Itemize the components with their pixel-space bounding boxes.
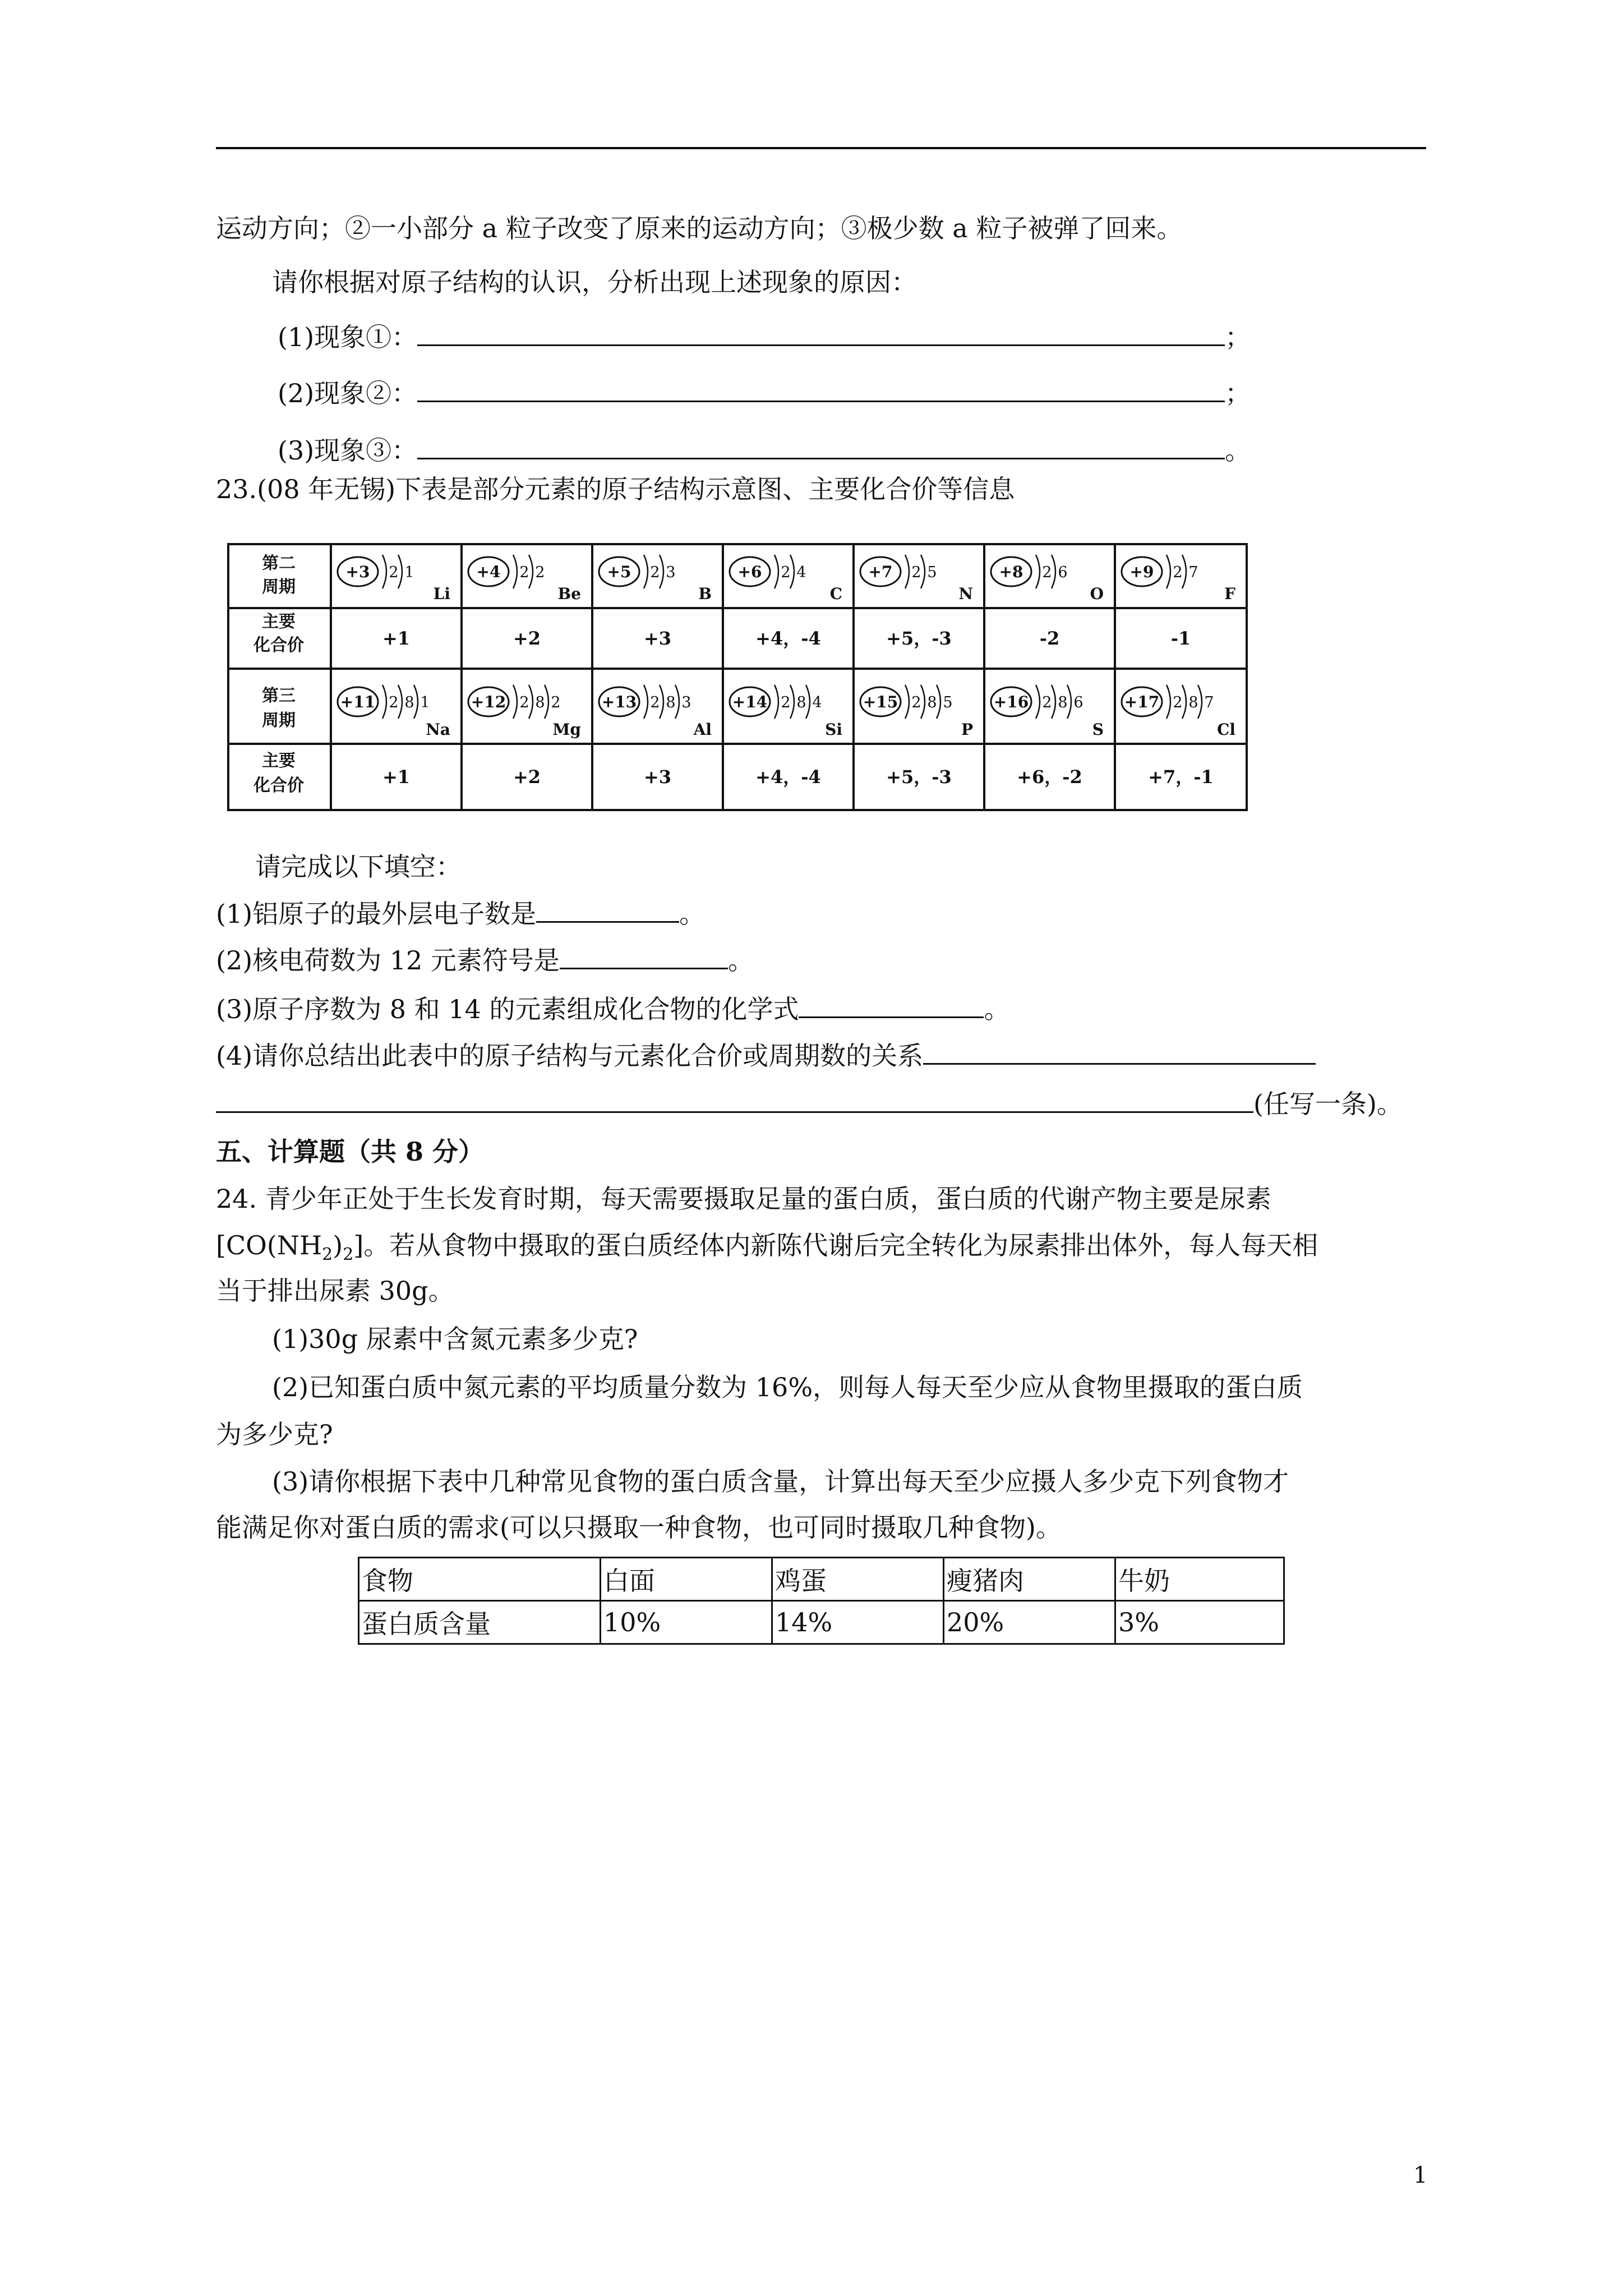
- sub-question-2-line-1: (2)已知蛋白质中氮元素的平均质量分数为 16%，则每人每天至少应从食物里摄取的蛋白质: [272, 1372, 1303, 1402]
- phenomenon-1: [278, 320, 1251, 354]
- shell-electron-count: 2: [389, 564, 399, 582]
- answer-blank[interactable]: [417, 376, 1225, 402]
- sub-question-3-line-2: 能满足你对蛋白质的需求(可以只摄取一种食物，也可同时摄取几种食物)。: [216, 1512, 1062, 1543]
- nuclear-charge: +13: [601, 692, 637, 711]
- fill-item-4-text: (4)请你总结出此表中的原子结构与元素化合价或周期数的关系: [216, 1041, 924, 1071]
- fill-item-4: [216, 1038, 1316, 1073]
- electron-shell-arc: [1182, 685, 1186, 719]
- question-24-line-2-text: ]。若从食物中摄取的蛋白质经体内新陈代谢后完全转化为尿素排出体外，每人每天相: [353, 1230, 1318, 1260]
- page-number: 1: [1413, 2162, 1428, 2188]
- electron-shell-arc: [1166, 555, 1170, 588]
- nuclear-charge: +6: [737, 563, 762, 582]
- shell-electron-count: 8: [666, 693, 676, 711]
- valence-value: +1: [382, 766, 411, 788]
- element-symbol: C: [829, 585, 842, 603]
- nuclear-charge: +12: [471, 692, 506, 711]
- fill-item-2: [216, 943, 754, 977]
- fill-item-4-continued: [216, 1087, 1403, 1121]
- valence-value: +2: [513, 766, 541, 788]
- electron-shell-arc: [806, 685, 810, 719]
- electron-shell-arc: [660, 685, 663, 719]
- element-symbol: Li: [433, 585, 450, 603]
- element-symbol: Al: [693, 720, 712, 739]
- table-cell: 14%: [772, 1601, 944, 1644]
- atom-diagram: [338, 685, 450, 739]
- nuclear-charge: +11: [340, 692, 376, 711]
- shell-electron-count: 6: [1073, 693, 1083, 711]
- answer-blank[interactable]: [799, 992, 984, 1018]
- answer-blank[interactable]: [536, 896, 679, 923]
- electron-shell-arc: [644, 685, 648, 719]
- shell-electron-count: 8: [1058, 693, 1068, 711]
- fill-item-3-text: (3)原子序数为 8 和 14 的元素组成化合物的化学式: [216, 994, 799, 1024]
- question-23-title: 23.(08 年无锡)下表是部分元素的原子结构示意图、主要化合价等信息: [216, 474, 1015, 504]
- element-structure-table: [227, 543, 1248, 811]
- shell-electron-count: 4: [796, 564, 806, 582]
- phenomenon-3-end: 。: [1225, 435, 1251, 466]
- element-symbol: Be: [557, 585, 581, 603]
- electron-shell-arc: [1166, 685, 1170, 719]
- nuclear-charge: +5: [607, 563, 631, 582]
- valence-value: +4，-4: [755, 766, 821, 788]
- shell-electron-count: 2: [781, 693, 791, 711]
- valence-value: -2: [1039, 628, 1060, 649]
- fill-item-1: [216, 896, 705, 931]
- electron-shell-arc: [529, 685, 533, 719]
- formula-subscript: 2: [343, 1245, 354, 1265]
- atom-diagram: [730, 555, 842, 603]
- urea-formula-start: [CO(NH: [216, 1230, 322, 1260]
- electron-shell-arc: [382, 685, 386, 719]
- valence-label-line1: 主要: [262, 751, 296, 771]
- item-end: 。: [984, 994, 1010, 1024]
- electron-shell-arc: [1036, 555, 1040, 588]
- valence-label-line2: 化合价: [253, 776, 304, 795]
- shell-electron-count: 2: [1173, 693, 1183, 711]
- electron-shell-arc: [1182, 555, 1186, 588]
- shell-electron-count: 2: [1042, 564, 1052, 582]
- shell-electron-count: 1: [404, 564, 414, 582]
- valence-value: +5，-3: [886, 628, 952, 649]
- shell-electron-count: 8: [535, 693, 545, 711]
- table-header-cell: 瘦猪肉: [944, 1558, 1115, 1601]
- electron-shell-arc: [513, 685, 517, 719]
- element-symbol: Na: [426, 720, 450, 739]
- element-symbol: N: [958, 585, 973, 603]
- nuclear-charge: +4: [476, 563, 501, 582]
- answer-blank[interactable]: [417, 433, 1225, 459]
- atom-diagram: [860, 555, 973, 603]
- atom-diagram: [1122, 685, 1235, 739]
- valence-label-line1: 主要: [262, 612, 296, 632]
- table-cell: 10%: [601, 1601, 772, 1644]
- phenomenon-2: [278, 376, 1251, 410]
- electron-shell-arc: [529, 555, 533, 588]
- nuclear-charge: +17: [1124, 692, 1160, 711]
- shell-electron-count: 8: [1188, 693, 1198, 711]
- electron-shell-arc: [1067, 685, 1071, 719]
- atom-diagram: [860, 685, 973, 739]
- valence-value: +4，-4: [755, 628, 821, 649]
- nuclear-charge: +7: [868, 563, 893, 582]
- answer-blank[interactable]: [923, 1038, 1316, 1065]
- valence-value: +6，-2: [1017, 766, 1082, 788]
- answer-blank[interactable]: [417, 320, 1225, 346]
- electron-shell-arc: [382, 555, 386, 588]
- shell-electron-count: 4: [812, 693, 822, 711]
- tail-note: (任写一条)。: [1253, 1089, 1403, 1119]
- electron-shell-arc: [660, 555, 663, 588]
- shell-electron-count: 6: [1058, 564, 1068, 582]
- shell-electron-count: 2: [519, 564, 529, 582]
- element-symbol: S: [1092, 720, 1104, 739]
- electron-shell-arc: [1036, 685, 1040, 719]
- fill-item-3: [216, 992, 1009, 1026]
- nuclear-charge: +3: [345, 563, 370, 582]
- electron-shell-arc: [414, 685, 418, 719]
- question-24-line-3: 当于排出尿素 30g。: [216, 1276, 454, 1306]
- electron-shell-arc: [905, 685, 909, 719]
- item-end: 。: [679, 899, 706, 929]
- valence-value: +3: [643, 766, 672, 788]
- shell-electron-count: 2: [781, 564, 791, 582]
- nuclear-charge: +16: [993, 692, 1029, 711]
- shell-electron-count: 2: [911, 693, 921, 711]
- nuclear-charge: +15: [863, 692, 898, 711]
- header-rule: [216, 147, 1426, 149]
- table-header-cell: 白面: [601, 1558, 772, 1601]
- shell-electron-count: 2: [650, 693, 660, 711]
- electron-shell-arc: [921, 685, 925, 719]
- period-2-label-line1: 第二: [262, 554, 296, 573]
- shell-electron-count: 2: [519, 693, 529, 711]
- atom-diagram: [338, 555, 450, 603]
- valence-value: +3: [643, 628, 672, 649]
- analysis-prompt: 请你根据对原子结构的认识，分析出现上述现象的原因：: [272, 267, 917, 297]
- table-header-cell: 牛奶: [1115, 1558, 1284, 1601]
- shell-electron-count: 8: [404, 693, 414, 711]
- electron-shell-arc: [398, 555, 402, 588]
- item-end: 。: [727, 945, 754, 976]
- shell-electron-count: 5: [943, 693, 953, 711]
- phenomenon-2-end: ；: [1225, 378, 1251, 408]
- table-cell: 3%: [1115, 1601, 1284, 1644]
- electron-shell-arc: [1052, 685, 1055, 719]
- fill-item-1-text: (1)铝原子的最外层电子数是: [216, 899, 537, 929]
- element-symbol: F: [1224, 585, 1235, 603]
- table-row: [359, 1558, 1284, 1601]
- atom-diagram: [468, 555, 581, 603]
- phenomenon-3: [278, 433, 1251, 467]
- valence-value: +1: [382, 628, 411, 649]
- electron-shell-arc: [1198, 685, 1202, 719]
- question-24-line-1: 24. 青少年正处于生长发育时期，每天需要摄取足量的蛋白质，蛋白质的代谢产物主要是尿素: [216, 1184, 1271, 1214]
- phenomenon-1-end: ；: [1225, 322, 1251, 352]
- element-symbol: O: [1090, 585, 1104, 603]
- shell-electron-count: 7: [1188, 564, 1198, 582]
- element-symbol: Mg: [552, 720, 581, 739]
- electron-shell-arc: [905, 555, 909, 588]
- shell-electron-count: 2: [911, 564, 921, 582]
- electron-shell-arc: [545, 685, 548, 719]
- atom-diagram: [991, 555, 1104, 603]
- shell-electron-count: 2: [535, 564, 545, 582]
- period-3-label-line2: 周期: [262, 711, 296, 730]
- shell-electron-count: 2: [650, 564, 660, 582]
- table-row-label: 蛋白质含量: [359, 1601, 601, 1644]
- nuclear-charge: +14: [732, 692, 768, 711]
- phenomenon-2-label: (2)现象②：: [278, 378, 418, 408]
- table-row: [359, 1601, 1284, 1644]
- answer-blank[interactable]: [560, 943, 728, 969]
- element-symbol: Cl: [1217, 720, 1235, 739]
- atom-diagram: [599, 555, 712, 603]
- protein-content-table: [358, 1557, 1285, 1645]
- question-24-line-2: [216, 1228, 1318, 1272]
- atom-diagram: [468, 685, 581, 739]
- valence-value: -1: [1170, 628, 1191, 649]
- table-header-cell: 鸡蛋: [772, 1558, 944, 1601]
- phenomenon-3-label: (3)现象③：: [278, 435, 418, 466]
- atom-diagram: [1122, 555, 1235, 603]
- fill-item-2-text: (2)核电荷数为 12 元素符号是: [216, 945, 560, 976]
- electron-shell-arc: [774, 555, 778, 588]
- electron-shell-arc: [398, 685, 402, 719]
- shell-electron-count: 1: [420, 693, 430, 711]
- atom-diagram: [599, 685, 712, 739]
- element-symbol: Si: [825, 720, 842, 739]
- shell-electron-count: 8: [796, 693, 806, 711]
- electron-shell-arc: [937, 685, 940, 719]
- shell-electron-count: 2: [551, 693, 561, 711]
- element-symbol: B: [698, 585, 712, 603]
- electron-shell-arc: [675, 685, 679, 719]
- electron-shell-arc: [513, 555, 517, 588]
- section-5-heading: 五、计算题（共 8 分）: [216, 1137, 485, 1167]
- shell-electron-count: 8: [927, 693, 937, 711]
- formula-subscript: 2: [322, 1245, 333, 1265]
- shell-electron-count: 2: [389, 693, 399, 711]
- shell-electron-count: 2: [1042, 693, 1052, 711]
- continuation-text: 运动方向；②一小部分 a 粒子改变了原来的运动方向；③极少数 a 粒子被弹了回来。: [216, 213, 1183, 243]
- electron-shell-arc: [790, 685, 794, 719]
- nuclear-charge: +9: [1129, 563, 1154, 582]
- electron-shell-arc: [644, 555, 648, 588]
- electron-shell-arc: [921, 555, 925, 588]
- shell-electron-count: 5: [927, 564, 937, 582]
- element-symbol: P: [961, 720, 973, 739]
- answer-blank[interactable]: [216, 1087, 1253, 1113]
- sub-question-2-line-2: 为多少克?: [216, 1419, 333, 1450]
- electron-shell-arc: [790, 555, 794, 588]
- atom-diagram: [991, 685, 1104, 739]
- sub-question-3-line-1: (3)请你根据下表中几种常见食物的蛋白质含量，计算出每天至少应摄人多少克下列食物才: [272, 1466, 1289, 1497]
- electron-shell-arc: [1052, 555, 1055, 588]
- sub-question-1: (1)30g 尿素中含氮元素多少克?: [272, 1324, 638, 1354]
- phenomenon-1-label: (1)现象①：: [278, 322, 418, 352]
- shell-electron-count: 3: [681, 693, 691, 711]
- valence-value: +5，-3: [886, 766, 952, 788]
- electron-shell-arc: [774, 685, 778, 719]
- shell-electron-count: 3: [666, 564, 676, 582]
- formula-paren: ): [333, 1230, 343, 1260]
- nuclear-charge: +8: [999, 563, 1023, 582]
- table-header-cell: 食物: [359, 1558, 601, 1601]
- period-3-label-line1: 第三: [262, 686, 296, 706]
- atom-diagram: [730, 685, 842, 739]
- period-2-label-line2: 周期: [262, 577, 296, 597]
- valence-label-line2: 化合价: [253, 636, 304, 655]
- fill-intro: 请完成以下填空：: [255, 852, 462, 882]
- shell-electron-count: 7: [1204, 693, 1214, 711]
- table-cell: 20%: [944, 1601, 1115, 1644]
- valence-value: +7，-1: [1148, 766, 1214, 788]
- shell-electron-count: 2: [1173, 564, 1183, 582]
- valence-value: +2: [513, 628, 541, 649]
